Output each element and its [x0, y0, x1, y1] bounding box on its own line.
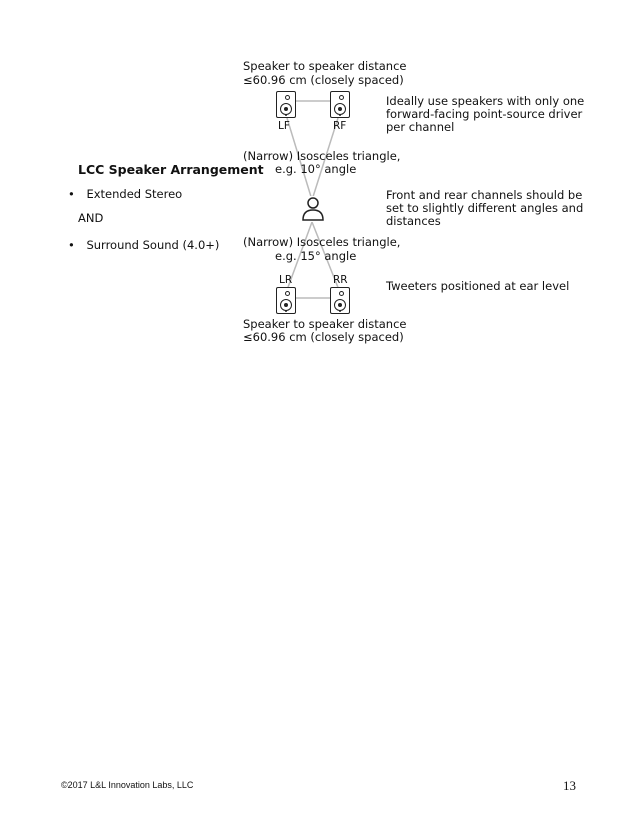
note-angles-line3: distances: [386, 214, 441, 228]
note-angles-line1: Front and rear channels should be: [386, 188, 583, 202]
section-heading: LCC Speaker Arrangement: [78, 162, 264, 177]
speaker-lf-icon: [276, 91, 296, 118]
listener-person-icon: [300, 196, 326, 222]
speaker-rf-icon: [330, 91, 350, 118]
label-lr: LR: [279, 274, 293, 286]
bottom-distance-line1: Speaker to speaker distance: [243, 317, 407, 331]
page-number: 13: [563, 778, 576, 793]
rear-triangle-line2: e.g. 15° angle: [275, 249, 357, 263]
rear-triangle-line1: (Narrow) Isosceles triangle,: [243, 235, 401, 249]
note-driver-line2: forward-facing point-source driver: [386, 107, 583, 121]
bullet-surround-sound: [68, 238, 219, 252]
speaker-lr-icon: [276, 287, 296, 314]
footer-copyright: ©2017 L&L Innovation Labs, LLC: [61, 780, 194, 790]
note-driver-line1: Ideally use speakers with only one: [386, 94, 585, 108]
top-distance-line1: Speaker to speaker distance: [243, 59, 407, 73]
and-label: AND: [78, 211, 104, 225]
bullet-text: Surround Sound (4.0+): [86, 238, 220, 252]
bullet-text: Extended Stereo: [86, 187, 183, 201]
label-rf: RF: [333, 120, 347, 132]
front-triangle-line2: e.g. 10° angle: [275, 162, 357, 176]
bullet-marker: •: [68, 238, 75, 252]
bottom-distance-line2: ≤60.96 cm (closely spaced): [243, 330, 404, 344]
note-angles-line2: set to slightly different angles and: [386, 201, 584, 215]
bullet-marker: •: [68, 187, 75, 201]
note-driver-line3: per channel: [386, 120, 455, 134]
speaker-rr-icon: [330, 287, 350, 314]
label-rr: RR: [333, 274, 348, 286]
top-distance-line2: ≤60.96 cm (closely spaced): [243, 73, 404, 87]
front-triangle-line1: (Narrow) Isosceles triangle,: [243, 149, 401, 163]
note-tweeters: Tweeters positioned at ear level: [386, 279, 570, 293]
bullet-extended-stereo: [68, 187, 182, 201]
label-lf: LF: [278, 120, 290, 132]
